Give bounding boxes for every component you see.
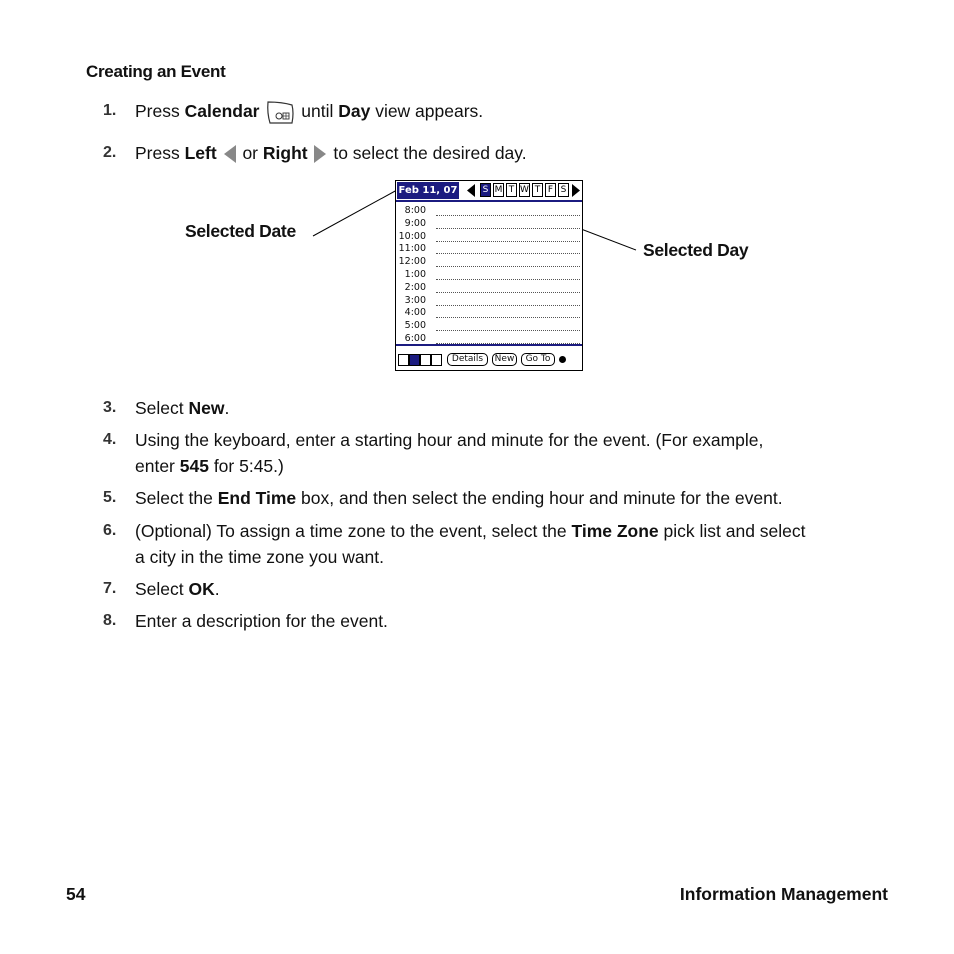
step-text: Press — [135, 143, 185, 163]
step-number: 1. — [103, 102, 117, 119]
step-text: for 5:45.) — [208, 456, 284, 476]
left-label: Left — [184, 143, 217, 163]
step-number: 4. — [103, 431, 117, 448]
ok-label: OK — [188, 579, 215, 599]
end-time-label: End Time — [217, 488, 297, 508]
step-text: enter — [135, 456, 180, 476]
agenda-view-toggle[interactable] — [398, 354, 409, 366]
selected-date-leader-line — [313, 190, 397, 236]
day-selector-5[interactable]: F — [545, 183, 556, 197]
header-divider — [396, 200, 582, 202]
step-text: or — [242, 143, 263, 163]
step-text: Select — [135, 579, 189, 599]
calendar-label: Calendar — [184, 101, 260, 121]
time-label: 5:00 — [404, 320, 426, 332]
week-view-toggle[interactable] — [420, 354, 431, 366]
time-slot-line[interactable] — [436, 305, 580, 306]
step-text: (Optional) To assign a time zone to the event, select the — [135, 521, 572, 541]
prev-day-arrow-icon[interactable] — [466, 184, 476, 197]
next-day-arrow-icon[interactable] — [571, 184, 581, 197]
day-selector-0[interactable]: S — [480, 183, 491, 197]
time-slot-line[interactable] — [436, 241, 580, 242]
goto-button[interactable]: Go To — [521, 353, 555, 366]
step-text: Select — [135, 398, 189, 418]
time-label: 4:00 — [404, 307, 426, 319]
time-label: 9:00 — [404, 217, 426, 229]
time-zone-label: Time Zone — [571, 521, 659, 541]
step-text: Using the keyboard, enter a starting hour and minute for the event. (For example, — [135, 430, 764, 450]
details-button[interactable]: Details — [447, 353, 488, 366]
step-number: 3. — [103, 399, 117, 416]
right-label: Right — [262, 143, 308, 163]
day-selector-4[interactable]: T — [532, 183, 543, 197]
footer-divider — [396, 344, 582, 346]
time-label: 12:00 — [398, 256, 426, 268]
time-slot-line[interactable] — [436, 279, 580, 280]
time-label: 8:00 — [404, 205, 426, 216]
step-text: . — [224, 398, 230, 418]
time-label: 6:00 — [404, 333, 426, 344]
day-selector-6[interactable]: S — [558, 183, 569, 197]
step-number: 7. — [103, 580, 117, 597]
day-selector-3[interactable]: W — [520, 185, 529, 195]
new-label: New — [188, 398, 225, 418]
section-heading: Creating an Event — [86, 62, 226, 81]
time-slot-line[interactable] — [436, 292, 580, 293]
time-slot-line[interactable] — [436, 317, 580, 318]
step-text: Select the — [135, 488, 218, 508]
step-text: Press — [135, 101, 185, 121]
time-slot-line[interactable] — [436, 228, 580, 229]
day-view-toggle[interactable] — [409, 354, 420, 366]
selected-date-title[interactable]: Feb 11, 07 — [397, 182, 459, 199]
example-value: 545 — [179, 456, 209, 476]
step-text: Enter a description for the event. — [135, 611, 388, 631]
time-label: 11:00 — [398, 243, 426, 255]
time-label: 10:00 — [398, 230, 426, 242]
time-label: 1:00 — [404, 269, 426, 280]
selected-date-callout: Selected Date — [185, 221, 296, 241]
new-button[interactable]: New — [492, 353, 517, 366]
step-number: 2. — [103, 144, 117, 161]
step-text: to select the desired day. — [333, 143, 527, 163]
step-text: a city in the time zone you want. — [135, 547, 385, 567]
step-text: pick list and select — [658, 521, 806, 541]
month-view-toggle[interactable] — [431, 354, 442, 366]
time-label: 3:00 — [404, 294, 426, 306]
day-selector-2[interactable]: T — [506, 183, 517, 197]
step-text: view appears. — [370, 101, 484, 121]
step-text: until — [301, 101, 339, 121]
time-slot-line[interactable] — [436, 266, 580, 267]
page-number: 54 — [66, 884, 86, 904]
time-slot-line[interactable] — [436, 253, 580, 254]
calendar-day-view-screenshot — [395, 180, 583, 371]
step-text: . — [214, 579, 220, 599]
time-label: 2:00 — [404, 281, 426, 293]
selected-day-callout: Selected Day — [643, 240, 749, 260]
step-text: box, and then select the ending hour and minute for the event. — [296, 488, 783, 508]
day-label: Day — [338, 101, 371, 121]
step-number: 5. — [103, 489, 117, 506]
time-slot-line[interactable] — [436, 215, 580, 216]
step-number: 8. — [103, 612, 117, 629]
step-number: 6. — [103, 522, 117, 539]
graffiti-indicator-icon — [559, 356, 566, 363]
day-selector-1[interactable]: M — [494, 185, 503, 195]
time-slot-line[interactable] — [436, 330, 580, 331]
section-title: Information Management — [679, 884, 888, 904]
